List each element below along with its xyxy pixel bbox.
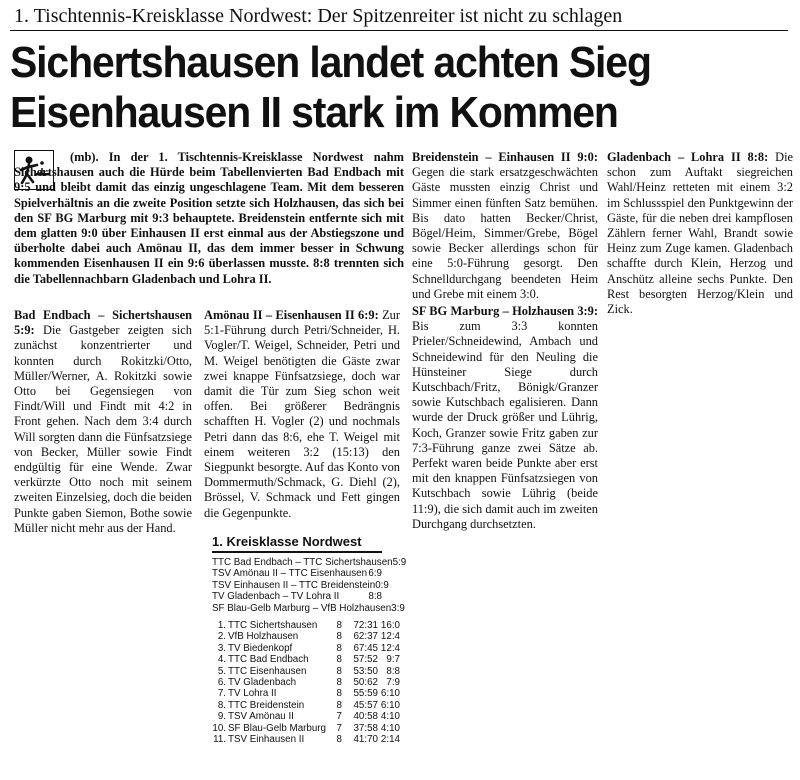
standings-sets: 57:52 <box>353 654 378 666</box>
standings-games: 7 <box>336 711 342 723</box>
column-4 <box>607 150 793 317</box>
headline <box>10 38 735 138</box>
standings-games: 8 <box>336 642 342 654</box>
standings-row <box>212 665 400 677</box>
standings-games: 8 <box>336 677 342 689</box>
standings-team: SF Blau-Gelb Marburg <box>228 722 327 734</box>
standings-team: TSV Amönau II <box>228 711 294 723</box>
standings-sets: 72:31 <box>353 620 378 632</box>
standings-list <box>212 620 400 746</box>
standings-sets: 37:58 <box>353 722 378 734</box>
column-3 <box>412 150 598 532</box>
result-match: TSV Einhausen II – TTC Breidenstein <box>212 579 376 591</box>
standings-rank: 9. <box>217 711 226 723</box>
result-row <box>212 568 382 579</box>
standings-rank: 2. <box>217 631 226 643</box>
standings-row <box>212 631 400 643</box>
standings-team: VfB Holzhausen <box>228 631 299 643</box>
standings-points: 9:7 <box>386 654 400 666</box>
standings-rank: 11. <box>213 734 226 746</box>
result-match: TV Gladenbach – TV Lohra II <box>212 591 340 603</box>
standings-rank: 10. <box>212 722 226 734</box>
standings-games: 8 <box>336 699 342 711</box>
result-score: 6:9 <box>368 568 382 580</box>
result-match: SF Blau-Gelb Marburg – VfB Holzhausen <box>212 602 392 614</box>
result-score: 5:9 <box>392 557 407 568</box>
standings-row <box>212 688 400 700</box>
standings-sets: 50:62 <box>353 677 378 689</box>
result-score: 3:9 <box>391 602 405 614</box>
section-3-text: Gegen die stark ersatzgeschwächten Gäste mussten einzig Christ und Simmer einen fünften Satz bemühen. Bis dato hatten Becker/Christ, Bögel/Heim, Simmer/Grebe, Bögel sowie Becker allerdings schon für eine 5:0-Führung gesorgt. Den Schnelldurchgang beendeten Heim und Grebe mit einem 3:0. <box>412 165 598 301</box>
standings-sets: 55:59 <box>353 688 378 700</box>
standings-games: 8 <box>336 631 342 643</box>
section-1-text: Die Gastgeber zeigten sich zunächst konzentrierter und konnten durch Rokitzki/Otto, Müller/Werner, A. Rokitzki sowie Otto bei Gegensiegen von Findt/Will und Findt mit 4:2 in Front gehen. Nach dem 3:4 durch Will sorgten dann die Fünfsatzsiege von Becker, Müller sowie Findt endgültig für eine Wende. Zwar verkürzte Otto noch mit seinem zweiten Einzelsieg, doch die beiden Punkte gaben Siemon, Bothe sowie Müller nicht mehr aus der Hand. <box>14 323 192 535</box>
result-row <box>212 602 405 614</box>
standings-games: 8 <box>336 620 342 632</box>
standings-rank: 6. <box>217 677 226 689</box>
standings-team: TV Gladenbach <box>228 677 297 689</box>
standings-row <box>212 654 400 666</box>
lead-paragraph-block <box>14 150 404 287</box>
standings-games: 8 <box>336 665 342 677</box>
lead-paragraph: (mb). In der 1. Tischtennis-Kreisklasse Nordwest nahm Sichertshausen auch die Hürde beim Tabellenvierten Bad Endbach mit 9:5 und bleibt damit das einzig ungeschlagene Team. Mit dem besseren Spielverhältnis an die zweite Position setzte sich Holzhausen, das sich bei den SF BG Marburg mit 9:3 behauptete. Breidenstein entfernte sich mit dem glatten 9:0 über Einhausen II erst einmal aus der Abstiegszone und überholte dabei auch Amönau II, das dem immer besser in Schwung kommenden Eisenhausen II ein 9:6 überlassen musste. 8:8 trennten sich die Tabellennachbarn Gladenbach und Lohra II. <box>14 150 404 286</box>
section-4-text: Bis zum 3:3 konnten Prieler/Schneidewind, Ambach und Schneidewind für den Neuling die Hünsteiner Siege durch Kutschbach/Fritz, Bönigk/Granzer sowie Kutschbach egalisieren. Dann wurde der Druck größer und Lührig, Koch, Granzer sowie Fritz gaben zur 7:3-Führung ganze zwei Sätze ab. Perfekt waren beide Punkte aber erst mit den knappen Fünfsatzsiegen von Kutschbach sowie Lührig (beide 11:9), die sich damit auch im zweiten Durchgang durchsetzten. <box>412 319 598 531</box>
standings-points: 16:0 <box>380 620 400 632</box>
standings-sets: 53:50 <box>353 665 378 677</box>
result-match: TTC Bad Endbach – TTC Sichertshausen <box>212 557 393 568</box>
standings-games: 8 <box>336 654 342 666</box>
column-1 <box>14 308 192 536</box>
section-2-heading: Amönau II – Eisenhausen II 6:9: <box>204 308 379 322</box>
column-2 <box>204 308 400 521</box>
result-row <box>212 591 382 602</box>
result-row <box>212 579 389 591</box>
standings-rank: 8. <box>217 699 226 711</box>
kicker-rule <box>10 30 788 31</box>
standings-points: 6:10 <box>380 688 400 700</box>
standings-team: TTC Eisenhausen <box>228 665 307 677</box>
standings-sets: 67:45 <box>353 642 378 654</box>
standings-row <box>212 711 400 723</box>
section-1-heading: Bad Endbach – Sichertshausen 5:9: <box>14 308 192 338</box>
standings-games: 8 <box>336 734 342 746</box>
standings-team: TTC Bad Endbach <box>228 654 309 666</box>
standings-points: 2:14 <box>380 734 400 746</box>
standings-box <box>212 534 407 746</box>
section-3-heading: Breidenstein – Einhausen II 9:0: <box>412 150 598 164</box>
standings-rank: 1. <box>217 620 226 632</box>
standings-games: 8 <box>336 688 342 700</box>
standings-points: 12:4 <box>380 631 400 643</box>
standings-sets: 41:70 <box>353 734 378 746</box>
result-match: TSV Amönau II – TTC Eisenhausen <box>212 568 368 580</box>
standings-team: TV Lohra II <box>228 688 277 700</box>
standings-points: 7:9 <box>386 677 400 689</box>
standings-row <box>212 677 400 689</box>
table-title: 1. Kreisklasse Nordwest <box>212 534 382 553</box>
standings-sets: 62:37 <box>353 631 378 643</box>
result-row <box>212 557 407 568</box>
result-score: 8:8 <box>368 591 382 603</box>
standings-team: TSV Einhausen II <box>228 734 305 746</box>
standings-games: 7 <box>336 722 342 734</box>
standings-team: TTC Sichertshausen <box>228 620 318 632</box>
section-4-heading: SF BG Marburg – Holzhausen 3:9: <box>412 304 598 319</box>
standings-rank: 7. <box>217 688 226 700</box>
standings-row <box>212 722 400 734</box>
standings-rank: 5. <box>217 665 226 677</box>
standings-team: TTC Breidenstein <box>228 699 305 711</box>
standings-row <box>212 642 400 654</box>
headline-line-2: Eisenhausen II stark im Kommen <box>10 88 618 137</box>
standings-rank: 4. <box>217 654 226 666</box>
standings-team: TV Biedenkopf <box>228 642 293 654</box>
results-list <box>212 557 407 614</box>
result-score: 0:9 <box>375 579 389 591</box>
standings-points: 12:4 <box>380 642 400 654</box>
standings-points: 6:10 <box>380 699 400 711</box>
headline-line-1: Sichertshausen landet achten Sieg <box>10 38 651 87</box>
standings-points: 4:10 <box>380 711 400 723</box>
standings-rank: 3. <box>217 642 226 654</box>
standings-row <box>212 699 400 711</box>
standings-points: 8:8 <box>386 665 400 677</box>
standings-points: 4:10 <box>380 722 400 734</box>
standings-sets: 40:58 <box>353 711 378 723</box>
standings-row <box>212 734 400 746</box>
section-5-text: Die schon zum Auftakt siegreichen Wahl/Heinz retteten mit einem 3:2 im Schlussspiel den Punktgewinn der Gäste, für die neben drei kampflosen Zählern ferner Wahl, Brandt sowie Heinz zum Zuge kamen. Gladenbach schaffte durch Klein, Herzog und Anschütz alleine sechs Punkte. Den Rest besorgten Herzog/Klein und Zick. <box>607 150 794 317</box>
standings-row <box>212 620 400 632</box>
kicker-line: 1. Tischtennis-Kreisklasse Nordwest: Der Spitzenreiter ist nicht zu schlagen <box>14 5 623 27</box>
section-2-text: Zur 5:1-Führung durch Petri/Schneider, H. Vogler/T. Weigel, Schneider, Petri und M. Weigel benötigten die Gäste zwar zwei knappe Fünfsatzsiege, doch war damit die Tür zum Sieg schon weit offen. Bei größerer Bedrängnis schafften H. Vogler (2) und nochmals Petri dann das 8:6, ehe T. Weigel mit einem weiteren 3:2 (15:13) den Siegpunkt besorgte. Auf das Konto von Dommermuth/Schmack, G. Diehl (2), Brössel, V. Schmack und Fett gingen die Gegenpunkte. <box>204 308 400 520</box>
standings-sets: 45:57 <box>353 699 378 711</box>
section-5-heading: Gladenbach – Lohra II 8:8: <box>607 150 769 164</box>
